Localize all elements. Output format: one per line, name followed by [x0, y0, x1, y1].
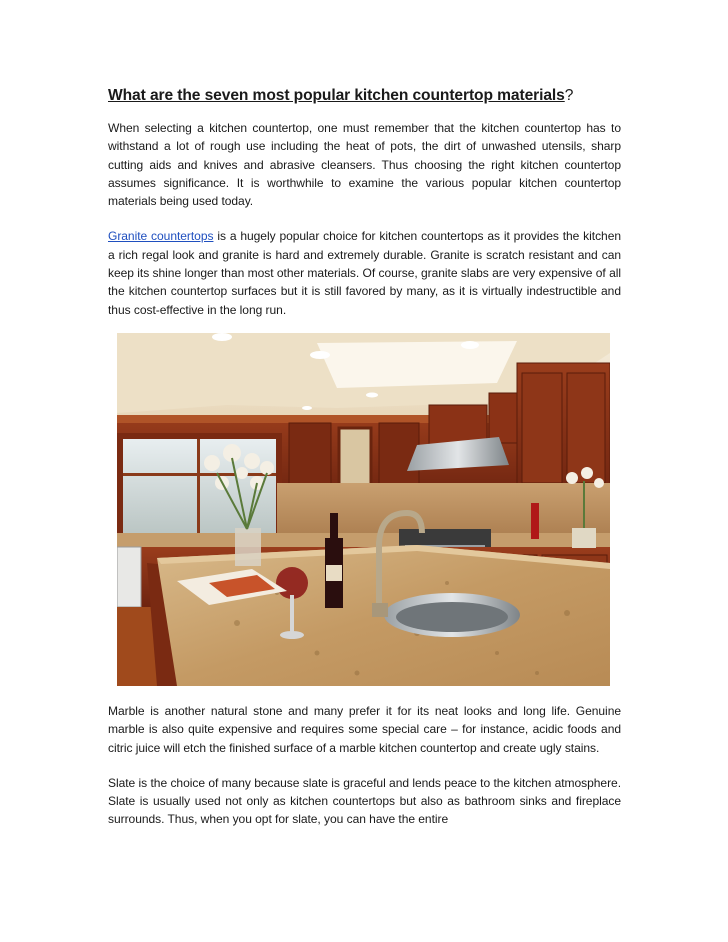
document-page	[108, 86, 621, 319]
title-text: What are the seven most popular kitchen countertop materials	[108, 87, 565, 104]
slate-paragraph: Slate is the choice of many because slate is graceful and lends peace to the kitchen atmosphere. Slate is usually used not only as kitchen countertops but also as bathroom sinks and fireplace surrounds. Thus, when you opt for slate, you can have the entire	[108, 775, 621, 827]
granite-paragraph-text: is a hugely popular choice for kitchen countertops as it provides the kitchen a rich regal look and granite is hard and extremely durable. Granite is scratch resistant and can keep its shine longer than most other materials. Of course, granite slabs are very expensive of all the kitchen countertop surfaces but it is still favored by many, as it is virtually indestructible and thus cost-effective in the long run.	[108, 229, 622, 317]
granite-paragraph	[108, 227, 621, 318]
title-question-mark: ?	[564, 87, 574, 104]
granite-countertops-link[interactable]: Granite countertops	[108, 229, 214, 244]
kitchen-photo	[117, 333, 610, 686]
intro-paragraph: When selecting a kitchen countertop, one must remember that the kitchen countertop has to withstand a lot of rough use including the heat of pots, the dirt of unwashed utensils, sharp cutting aids and knives and abrasive cleansers. Thus choosing the right kitchen countertop assumes significance. It is worthwhile to examine the various popular kitchen countertop materials being used today.	[108, 121, 621, 209]
marble-paragraph: Marble is another natural stone and many prefer it for its neat looks and long life. Genuine marble is also quite expensive and requires some special care – for instance, acidic foods and citric juice will etch the finished surface of a marble kitchen countertop and create ugly stains.	[108, 704, 621, 755]
lower-text	[108, 702, 621, 829]
page-title	[108, 86, 621, 106]
